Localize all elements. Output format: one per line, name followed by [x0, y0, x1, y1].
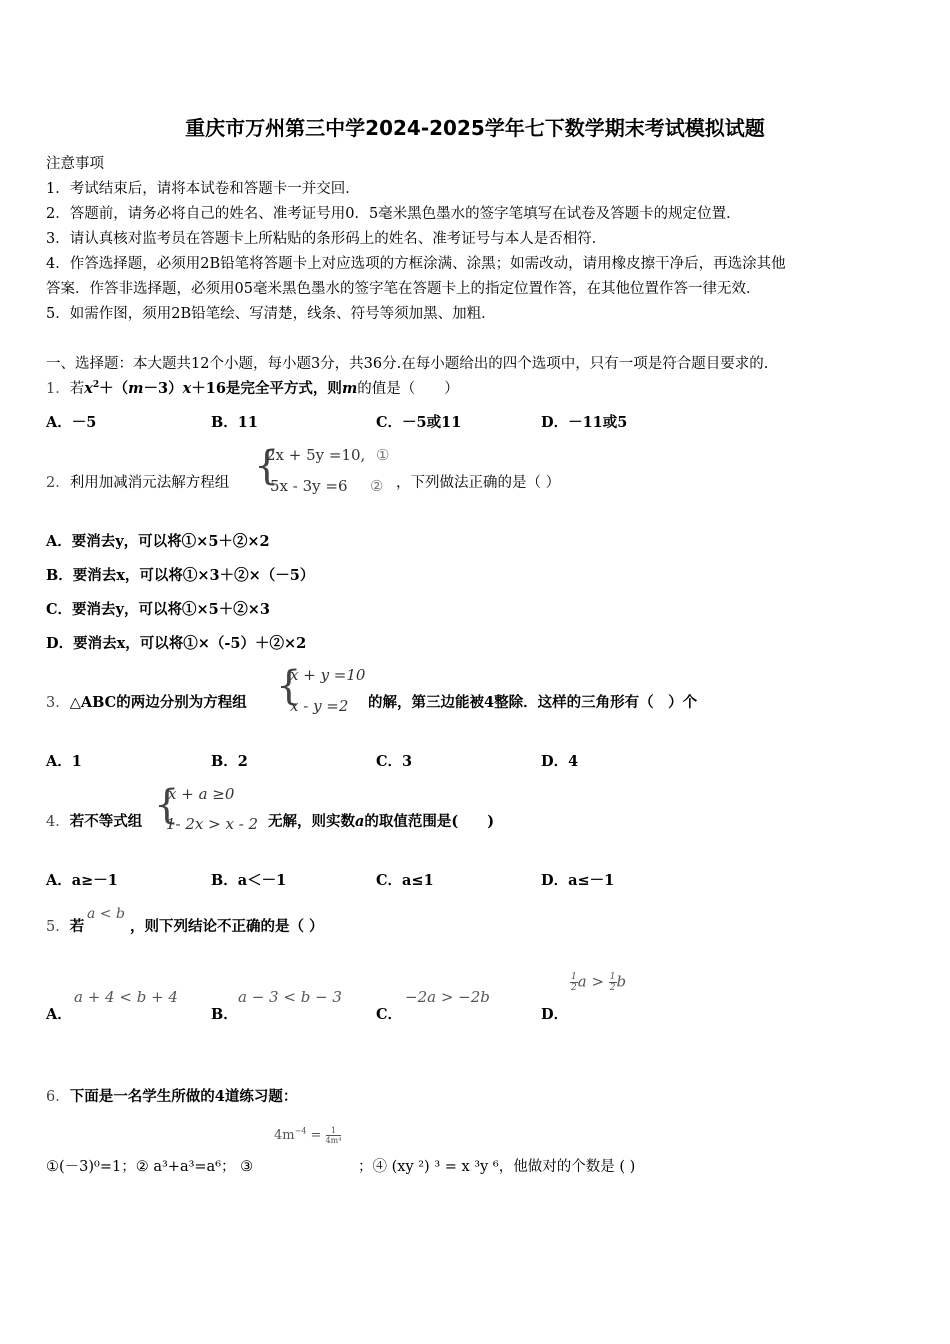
operator: =: [306, 1128, 326, 1143]
var-x: x: [182, 380, 192, 397]
equation-2: x - y =2: [290, 697, 349, 715]
option-b-expression: a − 3 < b − 3: [238, 988, 342, 1006]
sup: 2: [92, 380, 100, 391]
equation-2: 5x - 3y =6: [270, 477, 348, 495]
q1-text: ＋（: [99, 380, 129, 397]
question-1: [46, 377, 459, 398]
var-b: b: [616, 972, 627, 991]
option-c-expression: −2a > −2b: [405, 988, 490, 1006]
option-d[interactable]: D．4: [541, 753, 579, 770]
q1-text: 的值是（ ）: [357, 381, 459, 397]
question-5-stem: [46, 915, 84, 936]
option-a[interactable]: A．－5: [46, 414, 97, 431]
circle-2-icon: ②: [370, 477, 384, 495]
option-d[interactable]: D．要消去x，可以将①×（-5）＋②×2: [46, 635, 307, 652]
inequality-1: x + a ≥0: [168, 785, 235, 803]
numerator: 1: [326, 1126, 342, 1136]
question-3-stem: [46, 691, 247, 712]
denominator: 4m⁴: [325, 1136, 342, 1145]
q1-text: ＋16是完全平方式，则: [191, 380, 342, 397]
q4-text: 的取值范围是( ): [364, 813, 495, 830]
q2-text: ，下列做法正确的是（ ）: [396, 475, 561, 491]
notice-item: 2．答题前，请务必将自己的姓名、准考证号用0．5毫米黑色墨水的签字笔填写在试卷及答题卡的规定位置．: [46, 206, 741, 222]
option-d-expression: [570, 972, 626, 993]
notice-item: 3．请认真核对监考员在答题卡上所粘贴的条形码上的姓名、准考证号与本人是否相符．: [46, 231, 607, 247]
notice-heading: 注意事项: [46, 156, 104, 172]
equation-1: x + y =10: [290, 666, 366, 684]
brace: {: [254, 443, 280, 489]
condition-expression: a < b: [87, 906, 125, 922]
question-number: 3．: [46, 695, 70, 711]
option-a-expression: a + 4 < b + 4: [74, 988, 178, 1006]
q6-exercises-tail: ；④ (xy ²) ³ = x ³y ⁶，他做对的个数是 ( ): [358, 1159, 636, 1175]
q1-text: 若: [69, 381, 85, 397]
denominator: 2: [609, 983, 616, 993]
fraction: [326, 1126, 342, 1145]
expression-3: [274, 1126, 341, 1145]
var-m: m: [128, 380, 144, 397]
question-number: 6．: [46, 1089, 70, 1105]
var-m: m: [341, 380, 358, 397]
option-c[interactable]: C．a≤1: [376, 872, 434, 889]
option-d[interactable]: D．a≤－1: [541, 872, 615, 889]
question-6-stem: [46, 1085, 297, 1106]
operator: >: [586, 972, 609, 991]
question-4-stem: [46, 810, 142, 831]
q5-text: 若: [69, 918, 85, 935]
question-2-stem: [46, 471, 229, 492]
q4-text: 若不等式组: [69, 813, 143, 830]
option-b-label[interactable]: B．: [211, 1006, 238, 1023]
circle-1-icon: ①: [376, 446, 390, 464]
option-b[interactable]: B．11: [211, 414, 258, 431]
fraction: [570, 972, 578, 993]
question-number: 4．: [46, 814, 70, 830]
numerator: 1: [609, 972, 616, 982]
option-d[interactable]: D．－11或5: [541, 414, 628, 431]
q3-text: △ABC的两边分别为方程组: [69, 694, 247, 711]
brace: {: [154, 782, 180, 828]
option-a[interactable]: A．a≥－1: [46, 872, 118, 889]
notice-item: 4．作答选择题，必须用2B铅笔将答题卡上对应选项的方框涂满、涂黑；如需改动，请用橡皮擦干净后，再选涂其他: [46, 256, 786, 272]
page-title: 重庆市万州第三中学2024-2025学年七下数学期末考试模拟试题: [185, 116, 765, 140]
numerator: 1: [571, 972, 577, 982]
question-number: 5．: [46, 919, 70, 935]
var-x: x: [84, 380, 93, 397]
exponent: −4: [294, 1126, 307, 1136]
option-b[interactable]: B．a＜－1: [211, 872, 287, 889]
q6-exercises: ①(－3)⁰=1；② a³+a³=a⁶； ③: [46, 1159, 254, 1175]
option-d-label[interactable]: D．: [541, 1006, 569, 1023]
notice-item: 1．考试结束后，请将本试卷和答题卡一并交回．: [46, 181, 360, 197]
q5-text: ，则下列结论不正确的是（ ）: [130, 918, 324, 935]
q6-text: 下面是一名学生所做的4道练习题：: [69, 1088, 298, 1105]
option-a[interactable]: A．1: [46, 753, 82, 770]
equation-1: 2x + 5y =10,: [266, 446, 366, 464]
brace: {: [276, 663, 302, 709]
notice-item: 5．如需作图，须用2B铅笔绘、写清楚，线条、符号等须加黑、加粗．: [46, 306, 496, 322]
option-a-label[interactable]: A．: [46, 1006, 72, 1023]
notice-item: 答案．作答非选择题，必须用05毫米黑色墨水的签字笔在答题卡上的指定位置作答，在其他位置作答一律无效．: [46, 281, 761, 297]
q3-text: 的解，第三边能被4整除．这样的三角形有（ ）个: [368, 694, 698, 711]
option-a[interactable]: A．要消去y，可以将①×5＋②×2: [46, 533, 270, 550]
option-b[interactable]: B．2: [211, 753, 248, 770]
question-number: 2．: [46, 475, 70, 491]
q4-text: 无解，则实数: [268, 813, 355, 830]
var-a: a: [355, 813, 365, 830]
option-b[interactable]: B．要消去x，可以将①×3＋②×（－5）: [46, 567, 315, 584]
option-c-label[interactable]: C．: [376, 1006, 403, 1023]
q1-text: －3）: [143, 380, 183, 397]
base: 4m: [274, 1128, 295, 1143]
section-heading: 一、选择题：本大题共12个小题，每小题3分，共36分.在每小题给出的四个选项中，只有一项是符合题目要求的.: [46, 356, 769, 372]
q2-text: 利用加减消元法解方程组: [69, 475, 230, 491]
option-c[interactable]: C．3: [376, 753, 413, 770]
inequality-2: 1- 2x > x - 2: [166, 815, 259, 833]
var-a: a: [577, 972, 587, 991]
option-c[interactable]: C．要消去y，可以将①×5＋②×3: [46, 601, 270, 618]
option-c[interactable]: C．－5或11: [376, 414, 462, 431]
denominator: 2: [571, 983, 577, 993]
fraction: [609, 972, 617, 993]
question-number: 1．: [46, 381, 70, 397]
q4-text-tail: [268, 810, 494, 831]
